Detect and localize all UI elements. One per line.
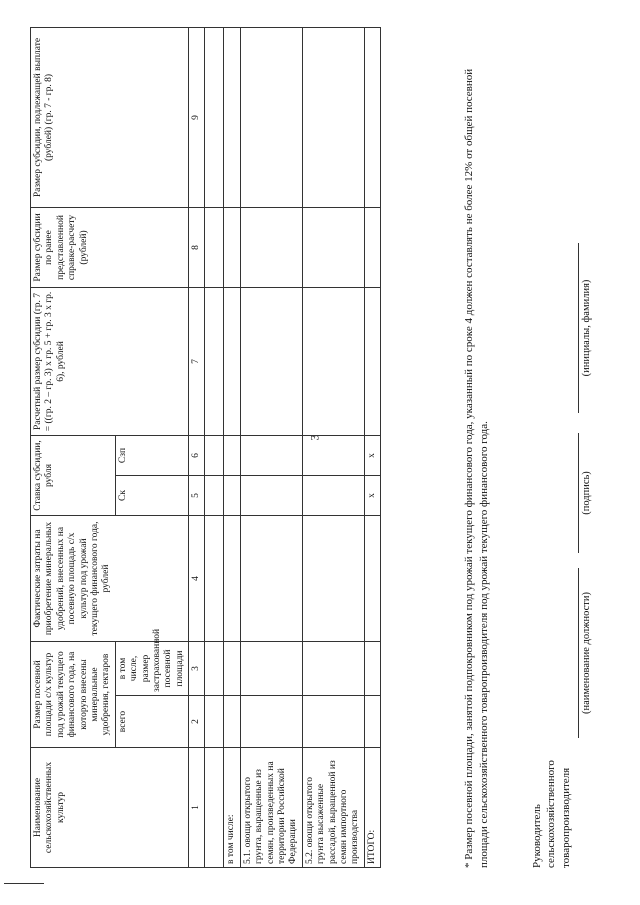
table-cell — [205, 475, 224, 515]
subsidy-calculation-table — [30, 27, 381, 868]
table-cell — [240, 696, 302, 748]
signature-caption: (подпись) — [578, 433, 594, 553]
row-label: ИТОГО: — [364, 748, 380, 868]
signatory-title-line-3: товаропроизводителя — [559, 767, 572, 868]
header-rate-szp: Сзп — [115, 435, 188, 475]
header-row-1 — [31, 27, 116, 867]
table-cell — [205, 207, 224, 287]
header-expenses: Фактические затраты на приобретение минеральных удобрений, внесенных на посевную площадь с/х культур под урожай текущего финансового года, рублей — [31, 515, 189, 641]
footnote: * Размер посевной площади, занятой подпокровником под урожай текущего финансового года, указанный по сроке 4 должен составлять не более 12% от общей посевной площади сельскохозяйственного товаропроизводителя под урожай текущего финансового года. — [463, 68, 490, 868]
column-number: 5 — [189, 475, 205, 515]
column-number: 4 — [189, 515, 205, 641]
table-cell — [364, 641, 380, 695]
header-crop-name: Наименование сельскохозяйственных культур — [31, 748, 189, 868]
table-cell — [302, 475, 364, 515]
table-cell — [240, 435, 302, 475]
table-cell — [205, 287, 224, 435]
column-number: 3 — [189, 641, 205, 695]
column-number: 1 — [189, 748, 205, 868]
header-payable-subsidy: Размер субсидии, подлежащей выплате (рублей) (гр. 7 - гр. 8) — [31, 27, 189, 207]
table-cell: x — [364, 475, 380, 515]
table-cell — [224, 287, 240, 435]
column-number: 9 — [189, 27, 205, 207]
table-row — [224, 27, 240, 867]
name-caption: (инициалы, фамилия) — [578, 243, 594, 413]
table-cell — [240, 475, 302, 515]
table-cell: x — [364, 435, 380, 475]
column-number: 6 — [189, 435, 205, 475]
table-cell — [364, 696, 380, 748]
table-cell — [205, 696, 224, 748]
signatory-title-line-2: сельскохозяйственного — [545, 760, 558, 868]
table-cell — [205, 27, 224, 207]
table-cell — [205, 435, 224, 475]
header-rate-sk: Ск — [115, 475, 188, 515]
table-cell — [224, 515, 240, 641]
page-edge-line — [4, 883, 44, 884]
table-cell — [224, 27, 240, 207]
table-row — [302, 27, 364, 867]
table-cell — [224, 207, 240, 287]
header-area: Размер посевной площади с/х культур под урожай текущего финансового года, на которую внесены минеральные удобрения, гектаров — [31, 641, 116, 747]
signature-block — [530, 28, 592, 868]
table-cell — [302, 515, 364, 641]
table-cell — [224, 696, 240, 748]
header-rate: Ставка субсидии, рубля — [31, 435, 116, 515]
table-cell — [240, 287, 302, 435]
row-label: 5.2. овощи открытого грунта высаженные рассадой, выращенной из семян импортного производства — [302, 748, 364, 868]
row-label: в том числе: — [224, 748, 240, 868]
table-cell — [364, 287, 380, 435]
table-cell — [302, 27, 364, 207]
header-calc-subsidy: Расчетный размер субсидии (гр. 7 = ((гр. 2 – гр. 3) х гр. 5 + гр. 3 х гр. 6), рублей — [31, 287, 189, 435]
table-row-total — [364, 27, 380, 867]
table-row — [205, 27, 224, 867]
table-cell — [302, 435, 364, 475]
page-number: 3 — [307, 434, 322, 441]
row-label: 5.1. овощи открытого грунта, выращенные из семян, произведенных на территории Российской Федерации — [240, 748, 302, 868]
table-row — [240, 27, 302, 867]
table-cell — [240, 641, 302, 695]
table-cell — [205, 641, 224, 695]
table-cell — [364, 27, 380, 207]
table-cell — [240, 515, 302, 641]
table-cell — [302, 696, 364, 748]
table-cell — [364, 515, 380, 641]
table-cell — [224, 641, 240, 695]
table-cell — [224, 435, 240, 475]
table-cell — [240, 207, 302, 287]
header-area-total: всего — [115, 696, 188, 748]
table-cell — [364, 207, 380, 287]
table-cell — [302, 287, 364, 435]
table-cell — [205, 515, 224, 641]
header-prev-subsidy: Размер субсидии по ранее представленной справке-расчету (рублей) — [31, 207, 189, 287]
header-area-insured: в том числе, размер застрахованной посевной площади — [115, 641, 188, 695]
column-number-row — [189, 27, 205, 867]
table-cell — [302, 207, 364, 287]
column-number: 8 — [189, 207, 205, 287]
table-cell — [224, 475, 240, 515]
column-number: 7 — [189, 287, 205, 435]
rotated-page-content — [30, 28, 620, 868]
table-cell — [240, 27, 302, 207]
signatory-title-line-1: Руководитель — [531, 804, 543, 868]
position-caption: (наименование должности) — [578, 568, 594, 738]
table-cell — [302, 641, 364, 695]
column-number: 2 — [189, 696, 205, 748]
row-label — [205, 748, 224, 868]
